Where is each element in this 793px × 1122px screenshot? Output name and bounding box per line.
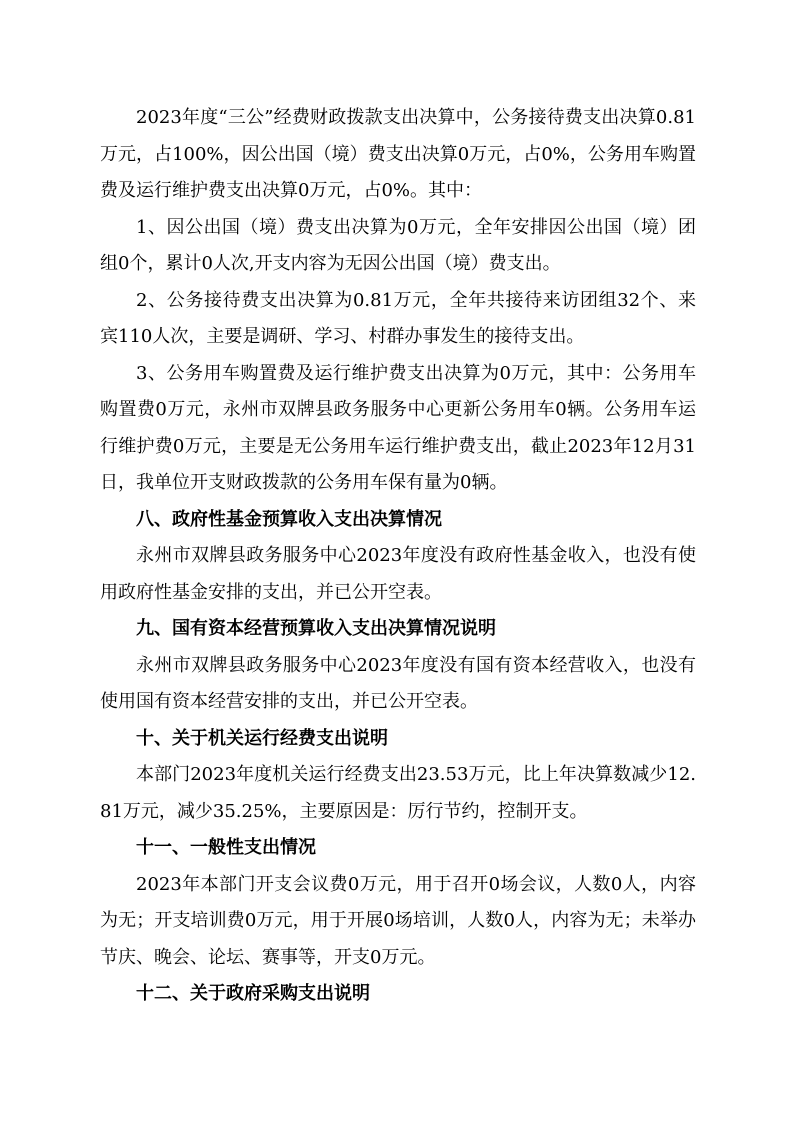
heading-government-fund: 八、政府性基金预算收入支出决算情况: [136, 508, 442, 530]
heading-general-expense: 十一、一般性支出情况: [136, 837, 316, 858]
paragraph-reception-expense: 2、公务接待费支出决算为0.81万元，全年共接待来访团组32个、来宾110人次，主要是调研、学习、村群办事发生的接待支出。: [100, 289, 696, 347]
paragraph-government-fund: 永州市双牌县政务服务中心2023年度没有政府性基金收入，也没有使用政府性基金安排的支出，并已公开空表。: [100, 545, 696, 603]
heading-state-capital: 九、国有资本经营预算收入支出决算情况说明: [136, 618, 496, 639]
heading-operating-expense: 十、关于机关运行经费支出说明: [136, 727, 388, 749]
paragraph-sangong-summary: 2023年度“三公”经费财政拨款支出决算中，公务接待费支出决算0.81万元，占100%，因公出国（境）费支出决算0万元，占0%，公务用车购置费及运行维护费支出决算0万元，占0%。其中：: [100, 107, 696, 201]
heading-procurement: 十二、关于政府采购支出说明: [136, 983, 370, 1004]
paragraph-general-expense: 2023年本部门开支会议费0万元，用于召开0场会议，人数0人，内容为无；开支培训费0万元，用于开展0场培训，人数0人，内容为无；未举办节庆、晚会、论坛、赛事等，开支0万元。: [100, 873, 696, 968]
paragraph-state-capital: 永州市双牌县政务服务中心2023年度没有国有资本经营收入，也没有使用国有资本经营安排的支出，并已公开空表。: [100, 654, 696, 712]
paragraph-official-vehicles: 3、公务用车购置费及运行维护费支出决算为0万元，其中：公务用车购置费0万元，永州市双牌县政务服务中心更新公务用车0辆。公务用车运行维护费0万元，主要是无公务用车运行维护费支出，截止2023年12月31日，我单位开支财政拨款的公务用车保有量为0辆。: [100, 362, 696, 493]
paragraph-operating-expense: 本部门2023年度机关运行经费支出23.53万元，比上年决算数减少12.81万元，减少35.25%，主要原因是：厉行节约，控制开支。: [100, 764, 696, 822]
document-page: [100, 100, 696, 1013]
paragraph-overseas-trips: 1、因公出国（境）费支出决算为0万元，全年安排因公出国（境）团组0个，累计0人次,开支内容为无因公出国（境）费支出。: [100, 216, 696, 274]
